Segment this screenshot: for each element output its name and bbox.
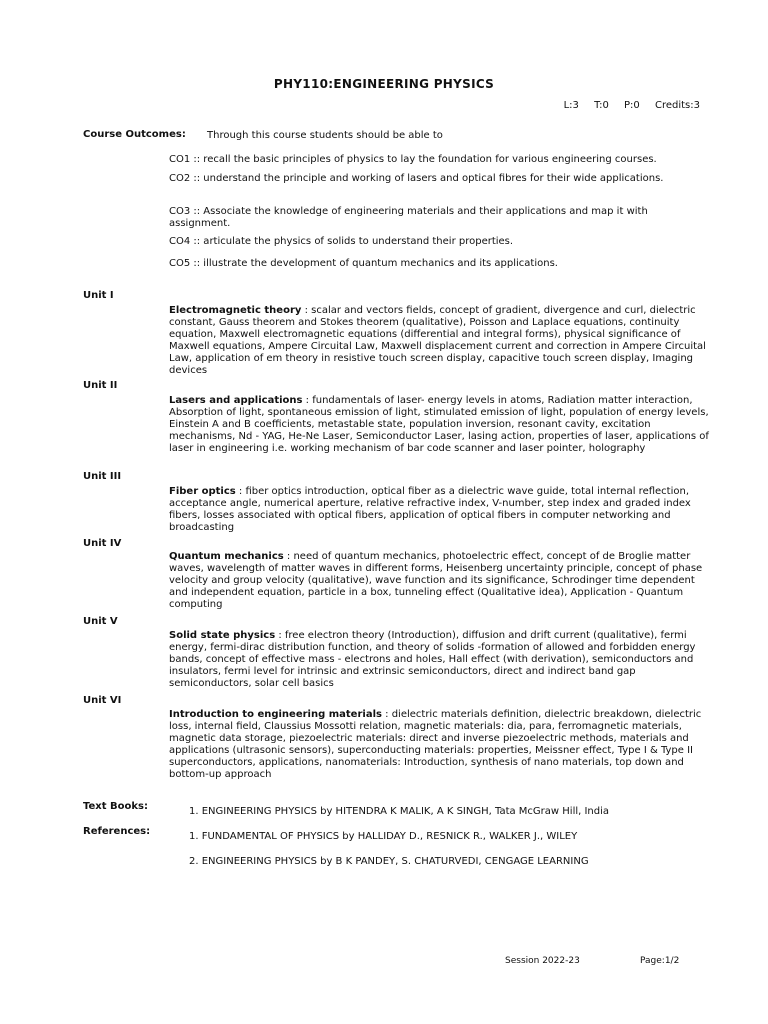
unit-topic: Lasers and applications [169,395,303,406]
unit-separator: : [301,305,312,316]
references-label: References: [83,826,151,837]
course-outcome-item: CO4 :: articulate the physics of solids to understand their properties. [169,236,514,247]
text-books-label: Text Books: [83,801,148,812]
credit-structure [554,100,700,112]
unit-separator: : [275,630,285,641]
course-outcome-item: CO1 :: recall the basic principles of physics to lay the foundation for various engineering courses. [169,154,657,165]
unit-description: fundamentals of laser- energy levels in atoms, Radiation matter interaction, Absorption of light, spontaneous emission of light, stimulated emission of light, population of energy levels, Einstein A and B coefficients, metastable state, population inversion, resonant cavity, excitation mechanisms, Nd - YAG, He-Ne Laser, Semiconductor Laser, lasing action, properties of laser, applications of laser in engineering i.e. working mechanism of bar code scanner and laser pointer, holography [169,395,709,454]
unit-description: dielectric materials definition, dielectric breakdown, dielectric loss, internal field, Claussius Mossotti relation, magnetic materials: dia, para, ferromagnetic materials, magnetic data storage, piezoelectric materials: direct and inverse piezoelectric methods, materials and applications (ultrasonic sensors), superconducting materials: properties, Meissner effect, Type I & Type II superconductors, applications, nanomaterials: Introduction, synthesis of nano materials, top down and bottom-up approach [169,709,702,780]
unit-separator: : [235,486,246,497]
unit-content [169,305,709,377]
session-footer: Session 2022-23 [505,956,580,966]
unit-description: free electron theory (Introduction), diffusion and drift current (qualitative), fermi energy, fermi-dirac distribution function, and theory of solids -formation of allowed and forbidden energy bands, concept of effective mass - electrons and holes, Hall effect (with derivation), semiconductors and insulators, fermi level for intrinsic and extrinsic semiconductors, direct and indirect band gap semiconductors, solar cell basics [169,630,696,689]
course-outcomes-label: Course Outcomes: [83,129,186,140]
practical-hours: P:0 [624,100,640,111]
unit-topic: Solid state physics [169,630,276,641]
course-outcome-item: CO3 :: Associate the knowledge of engineering materials and their applications and map it with assignment. [169,206,648,229]
unit-label: Unit IV [83,538,122,549]
unit-topic: Electromagnetic theory [169,305,302,316]
unit-description: need of quantum mechanics, photoelectric effect, concept of de Broglie matter waves, wavelength of matter waves in different forms, Heisenberg uncertainty principle, concept of phase velocity and group velocity (qualitative), wave function and its significance, Schrodinger time dependent and independent equation, particle in a box, tunneling effect (Qualitative idea), Application - Quantum computing [169,551,703,610]
unit-topic: Fiber optics [169,486,236,497]
text-book-item: 1. ENGINEERING PHYSICS by HITENDRA K MALIK, A K SINGH, Tata McGraw Hill, India [189,806,610,817]
unit-label: Unit V [83,616,118,627]
unit-separator: : [302,395,313,406]
unit-description: scalar and vectors fields, concept of gradient, divergence and curl, dielectric constant, Gauss theorem and Stokes theorem (qualitative), Poisson and Laplace equations, continuity equation, Maxwell electromagnetic equations (differential and integral forms), physical significance of Maxwell equations, Ampere Circuital Law, Maxwell displacement current and correction in Ampere Circuital Law, application of em theory in resistive touch screen display, capacitive touch screen display, Imaging devices [169,305,706,376]
reference-item: 2. ENGINEERING PHYSICS by B K PANDEY, S. CHATURVEDI, CENGAGE LEARNING [189,856,589,867]
lecture-hours: L:3 [563,100,579,111]
page-number: Page:1/2 [640,956,680,966]
tutorial-hours: T:0 [594,100,609,111]
course-outcomes-intro: Through this course students should be able to [207,130,443,141]
unit-content [169,709,709,781]
unit-separator: : [381,709,392,720]
unit-topic: Introduction to engineering materials [169,709,382,720]
course-title: PHY110:ENGINEERING PHYSICS [273,77,495,91]
unit-label: Unit I [83,290,114,301]
course-outcome-item: CO5 :: illustrate the development of quantum mechanics and its applications. [169,258,558,269]
unit-description: fiber optics introduction, optical fiber as a dielectric wave guide, total internal reflection, acceptance angle, numerical aperture, relative refractive index, V-number, step index and graded index fibers, losses associated with optical fibers, application of optical fibers in computer networking and broadcasting [169,486,691,533]
unit-label: Unit VI [83,695,122,706]
reference-item: 1. FUNDAMENTAL OF PHYSICS by HALLIDAY D., RESNICK R., WALKER J., WILEY [189,831,578,842]
unit-content [169,551,709,611]
unit-label: Unit III [83,471,122,482]
unit-content [169,630,709,690]
total-credits: Credits:3 [654,100,700,111]
course-outcome-item: CO2 :: understand the principle and working of lasers and optical fibres for their wide applications. [169,173,664,184]
unit-label: Unit II [83,380,118,391]
unit-content [169,395,709,455]
unit-separator: : [283,551,294,562]
unit-topic: Quantum mechanics [169,551,284,562]
unit-content [169,486,709,534]
